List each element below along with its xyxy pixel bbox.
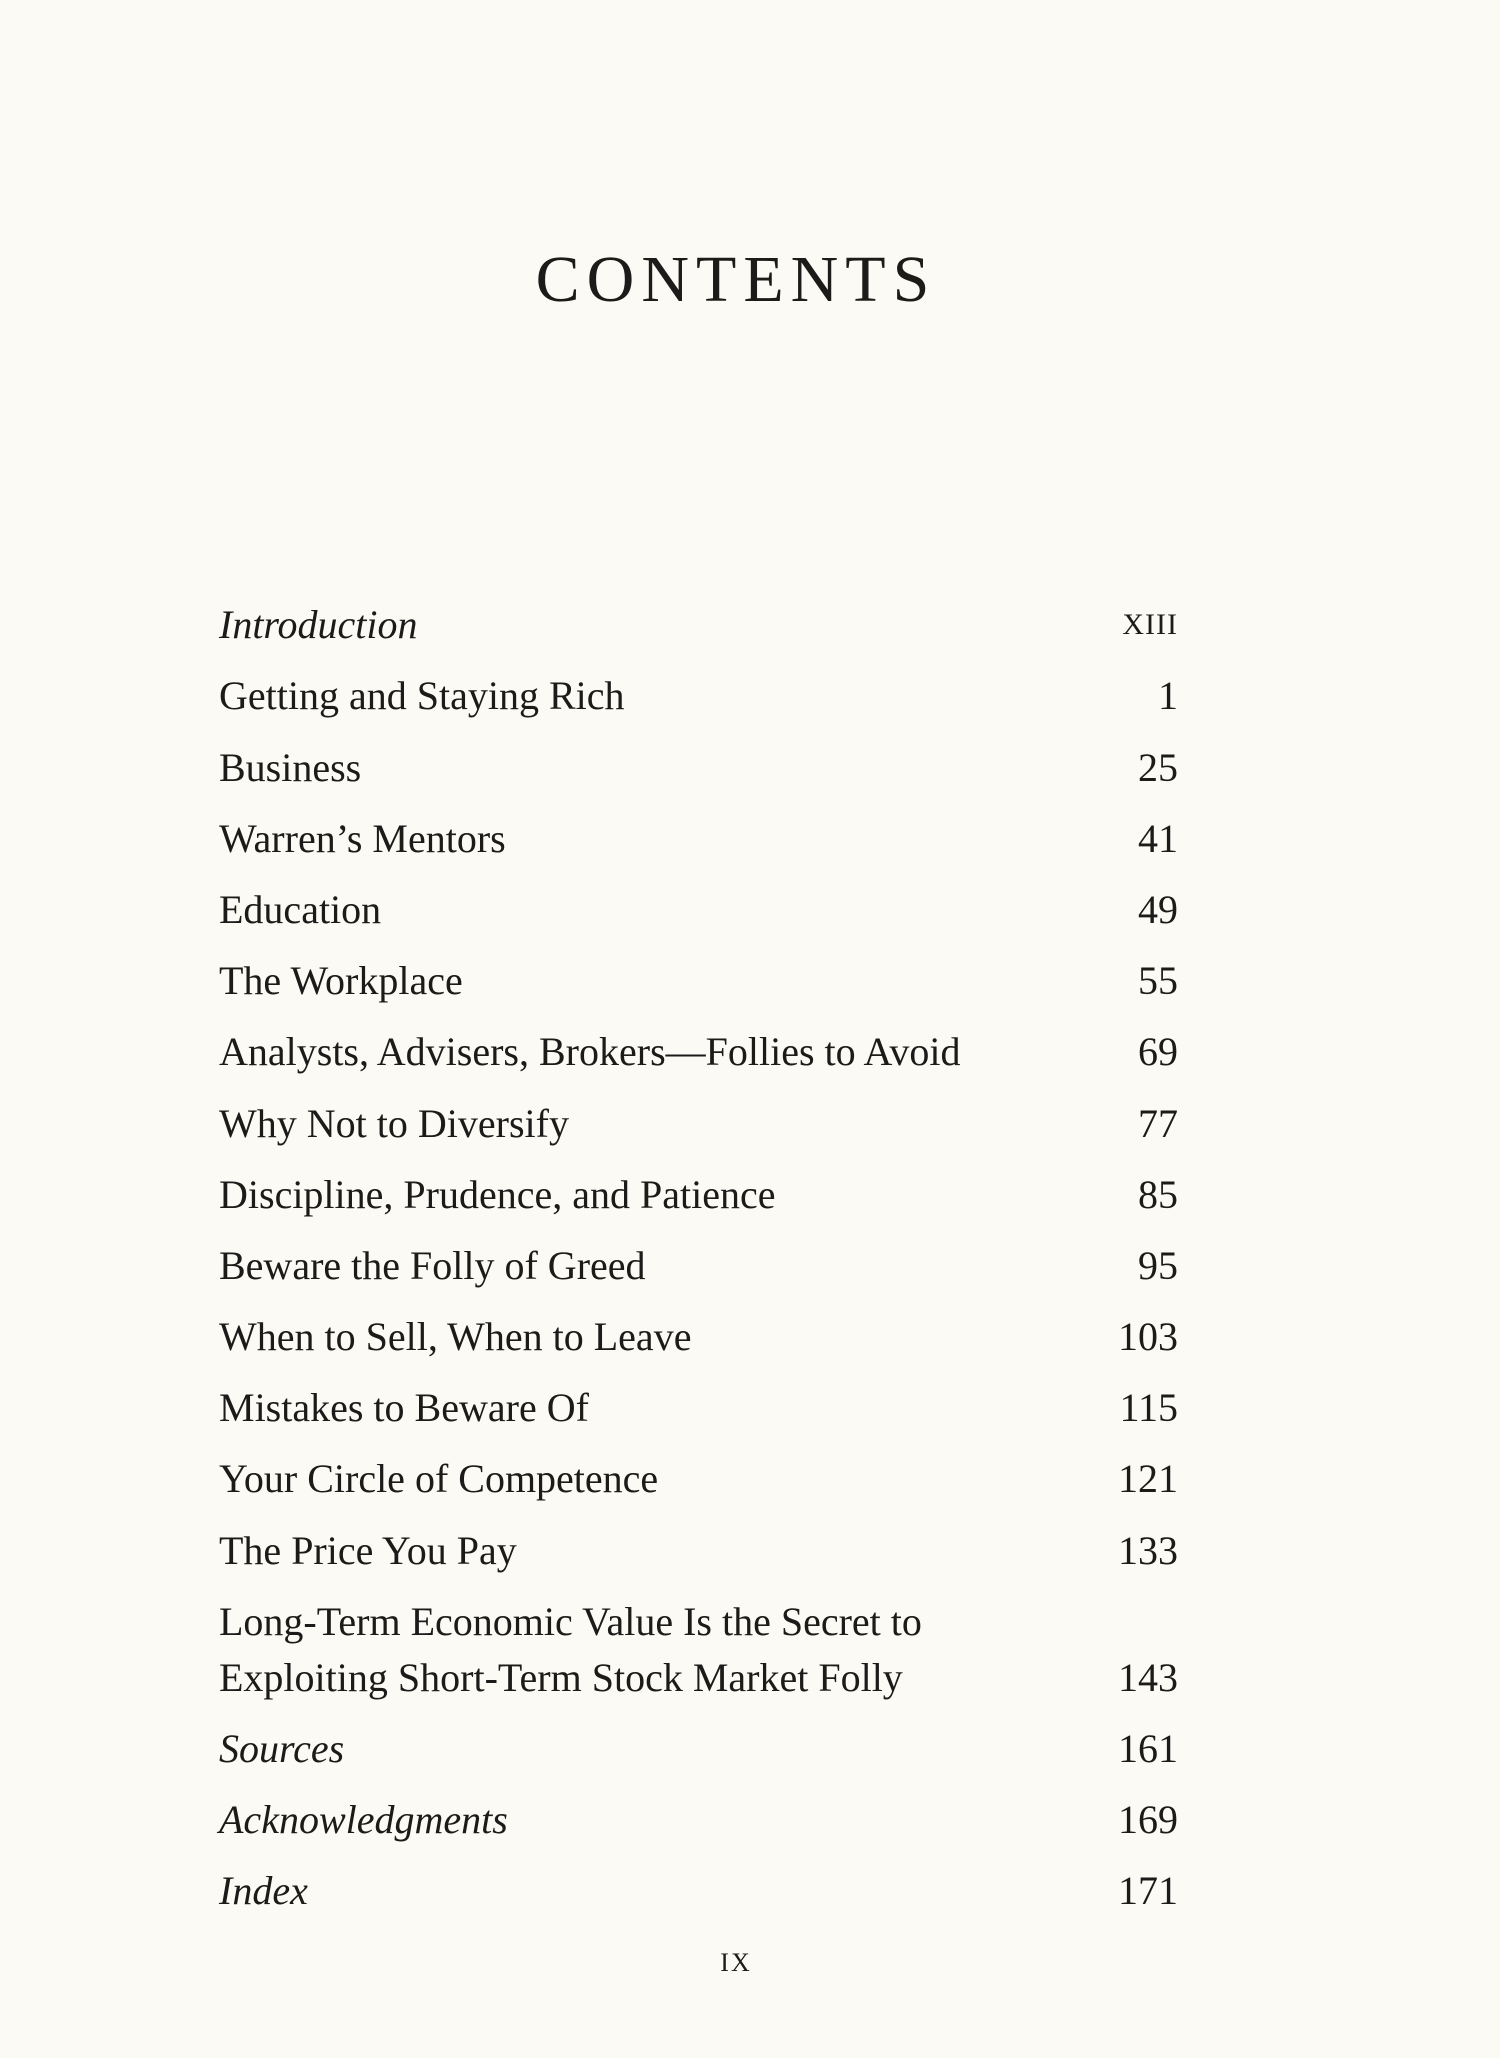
toc-entry-label: Introduction (219, 602, 418, 648)
toc-entry-label-line: Exploiting Short-Term Stock Market Folly (219, 1654, 903, 1700)
toc-entry-acknowledgments (219, 1777, 1178, 1848)
toc-entry-index (219, 1848, 1178, 1919)
page-number: IX (720, 1948, 752, 1977)
toc-entry-getting-and-staying-rich (219, 653, 1178, 724)
toc-entry-label: Business (219, 744, 362, 790)
toc-entry-page: 85 (1138, 1171, 1178, 1217)
toc-entry-page: 115 (1119, 1385, 1178, 1431)
toc-entry-page: XIII (1122, 608, 1178, 642)
toc-entry-page: 77 (1138, 1100, 1178, 1146)
toc-entry-label: Sources (219, 1725, 345, 1771)
toc-entry-page: 143 (1118, 1654, 1178, 1700)
toc-entry-label (219, 1594, 922, 1706)
toc-entry-introduction (219, 582, 1178, 653)
toc-entry-page: 41 (1138, 815, 1178, 861)
toc-entry-business (219, 724, 1178, 795)
toc-entry-long-term-economic-value (219, 1579, 1178, 1706)
page-title: CONTENTS (535, 243, 937, 316)
toc-entry-the-workplace (219, 938, 1178, 1009)
toc-entry-label: Discipline, Prudence, and Patience (219, 1171, 776, 1217)
toc-entry-label: The Price You Pay (219, 1527, 517, 1573)
table-of-contents (219, 582, 1178, 1919)
toc-entry-label: Mistakes to Beware Of (219, 1385, 589, 1431)
toc-entry-page: 69 (1138, 1029, 1178, 1075)
toc-entry-page: 171 (1118, 1868, 1178, 1914)
toc-entry-the-price-you-pay (219, 1507, 1178, 1578)
toc-entry-page: 25 (1138, 744, 1178, 790)
toc-entry-page: 1 (1158, 673, 1178, 719)
toc-entry-education (219, 867, 1178, 938)
toc-entry-label: Acknowledgments (219, 1797, 508, 1842)
toc-entry-circle-of-competence (219, 1436, 1178, 1507)
toc-entry-label: Your Circle of Competence (219, 1456, 659, 1502)
toc-entry-warrens-mentors (219, 796, 1178, 867)
toc-entry-label: Education (219, 886, 382, 932)
toc-entry-label: Warren’s Mentors (219, 815, 506, 861)
toc-entry-analysts-advisers-brokers (219, 1009, 1178, 1080)
toc-entry-discipline-prudence-patience (219, 1152, 1178, 1223)
toc-entry-page: 103 (1118, 1314, 1178, 1360)
toc-entry-sources (219, 1706, 1178, 1777)
toc-entry-label: Why Not to Diversify (219, 1100, 569, 1146)
toc-entry-page: 49 (1138, 886, 1178, 932)
toc-entry-label: The Workplace (219, 958, 463, 1004)
toc-entry-label: When to Sell, When to Leave (219, 1314, 692, 1360)
toc-entry-page: 95 (1138, 1242, 1178, 1288)
toc-entry-when-to-sell (219, 1294, 1178, 1365)
toc-entry-label: Index (219, 1868, 308, 1914)
toc-entry-label: Getting and Staying Rich (219, 673, 625, 719)
toc-entry-page: 169 (1118, 1797, 1178, 1842)
toc-entry-page: 55 (1138, 958, 1178, 1004)
toc-entry-page: 121 (1118, 1456, 1178, 1502)
toc-entry-mistakes-to-beware-of (219, 1365, 1178, 1436)
toc-entry-why-not-to-diversify (219, 1080, 1178, 1151)
toc-entry-label: Analysts, Advisers, Brokers—Follies to Avoid (219, 1029, 961, 1075)
toc-entry-beware-the-folly-of-greed (219, 1223, 1178, 1294)
toc-entry-label: Beware the Folly of Greed (219, 1242, 646, 1288)
toc-entry-page: 133 (1118, 1527, 1178, 1573)
toc-entry-page: 161 (1118, 1725, 1178, 1771)
toc-entry-label-line: Long-Term Economic Value Is the Secret to (219, 1598, 922, 1644)
